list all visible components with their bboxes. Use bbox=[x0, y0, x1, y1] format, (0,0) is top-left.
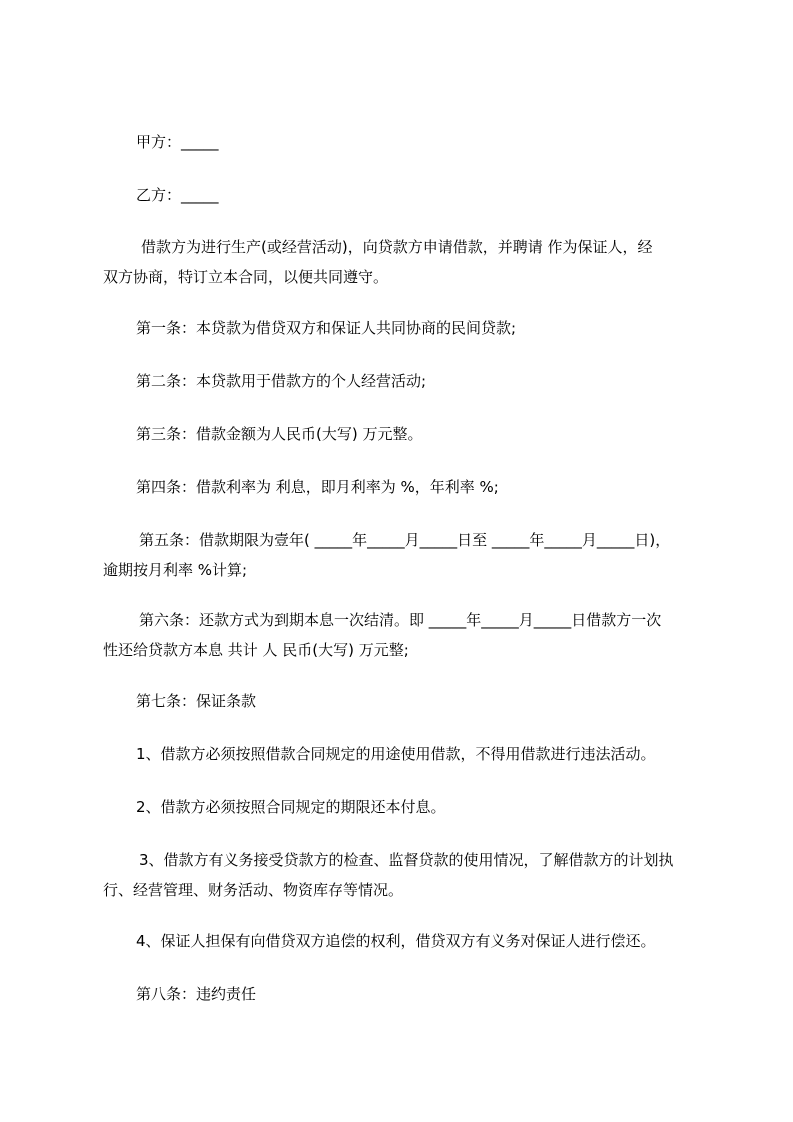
party-a-blank: _____ bbox=[181, 133, 219, 151]
article-6-line-2: 性还给贷款方本息 共计 人 民币(大写) 万元整; bbox=[103, 641, 409, 659]
article-7-item-4: 4、保证人担保有向借贷双方追偿的权利，借贷双方有义务对保证人进行偿还。 bbox=[136, 932, 656, 950]
party-a-line bbox=[103, 127, 698, 157]
article-5-line-2: 逾期按月利率 %计算; bbox=[103, 561, 248, 579]
article-1: 第一条：本贷款为借贷双方和保证人共同协商的民间贷款; bbox=[136, 319, 517, 337]
party-b-line bbox=[103, 180, 698, 210]
article-7-item-1: 1、借款方必须按照借款合同规定的用途使用借款，不得用借款进行违法活动。 bbox=[136, 745, 656, 763]
party-a-label: 甲方： bbox=[136, 133, 182, 151]
intro-line-2: 双方协商，特订立本合同，以便共同遵守。 bbox=[103, 268, 389, 286]
article-6 bbox=[103, 605, 698, 665]
article-6-line-1: 第六条：还款方式为到期本息一次结清。即 _____年_____月_____日借款方一次 bbox=[139, 611, 662, 629]
intro-paragraph bbox=[103, 232, 698, 292]
article-8-title: 第八条：违约责任 bbox=[136, 985, 257, 1003]
article-7-item-3-line-1: 3、借款方有义务接受贷款方的检查、监督贷款的使用情况，了解借款方的计划执 bbox=[139, 851, 674, 869]
article-3: 第三条：借款金额为人民币(大写) 万元整。 bbox=[136, 425, 423, 443]
article-5-line-1: 第五条：借款期限为壹年( _____年_____月_____日至 _____年_____月_____日)， bbox=[139, 531, 671, 549]
intro-line-1: 借款方为进行生产(或经营活动)，向贷款方申请借款，并聘请 作为保证人，经 bbox=[141, 238, 653, 256]
article-7-item-3 bbox=[103, 845, 698, 905]
party-b-blank: _____ bbox=[181, 186, 219, 204]
article-7-title: 第七条：保证条款 bbox=[136, 692, 257, 710]
article-7-item-2: 2、借款方必须按照合同规定的期限还本付息。 bbox=[136, 798, 446, 816]
article-4: 第四条：借款利率为 利息，即月利率为 %，年利率 %; bbox=[136, 478, 499, 496]
article-7-item-3-line-2: 行、经营管理、财务活动、物资库存等情况。 bbox=[103, 881, 404, 899]
article-5 bbox=[103, 525, 698, 585]
party-b-label: 乙方： bbox=[136, 186, 182, 204]
article-2: 第二条：本贷款用于借款方的个人经营活动; bbox=[136, 372, 427, 390]
